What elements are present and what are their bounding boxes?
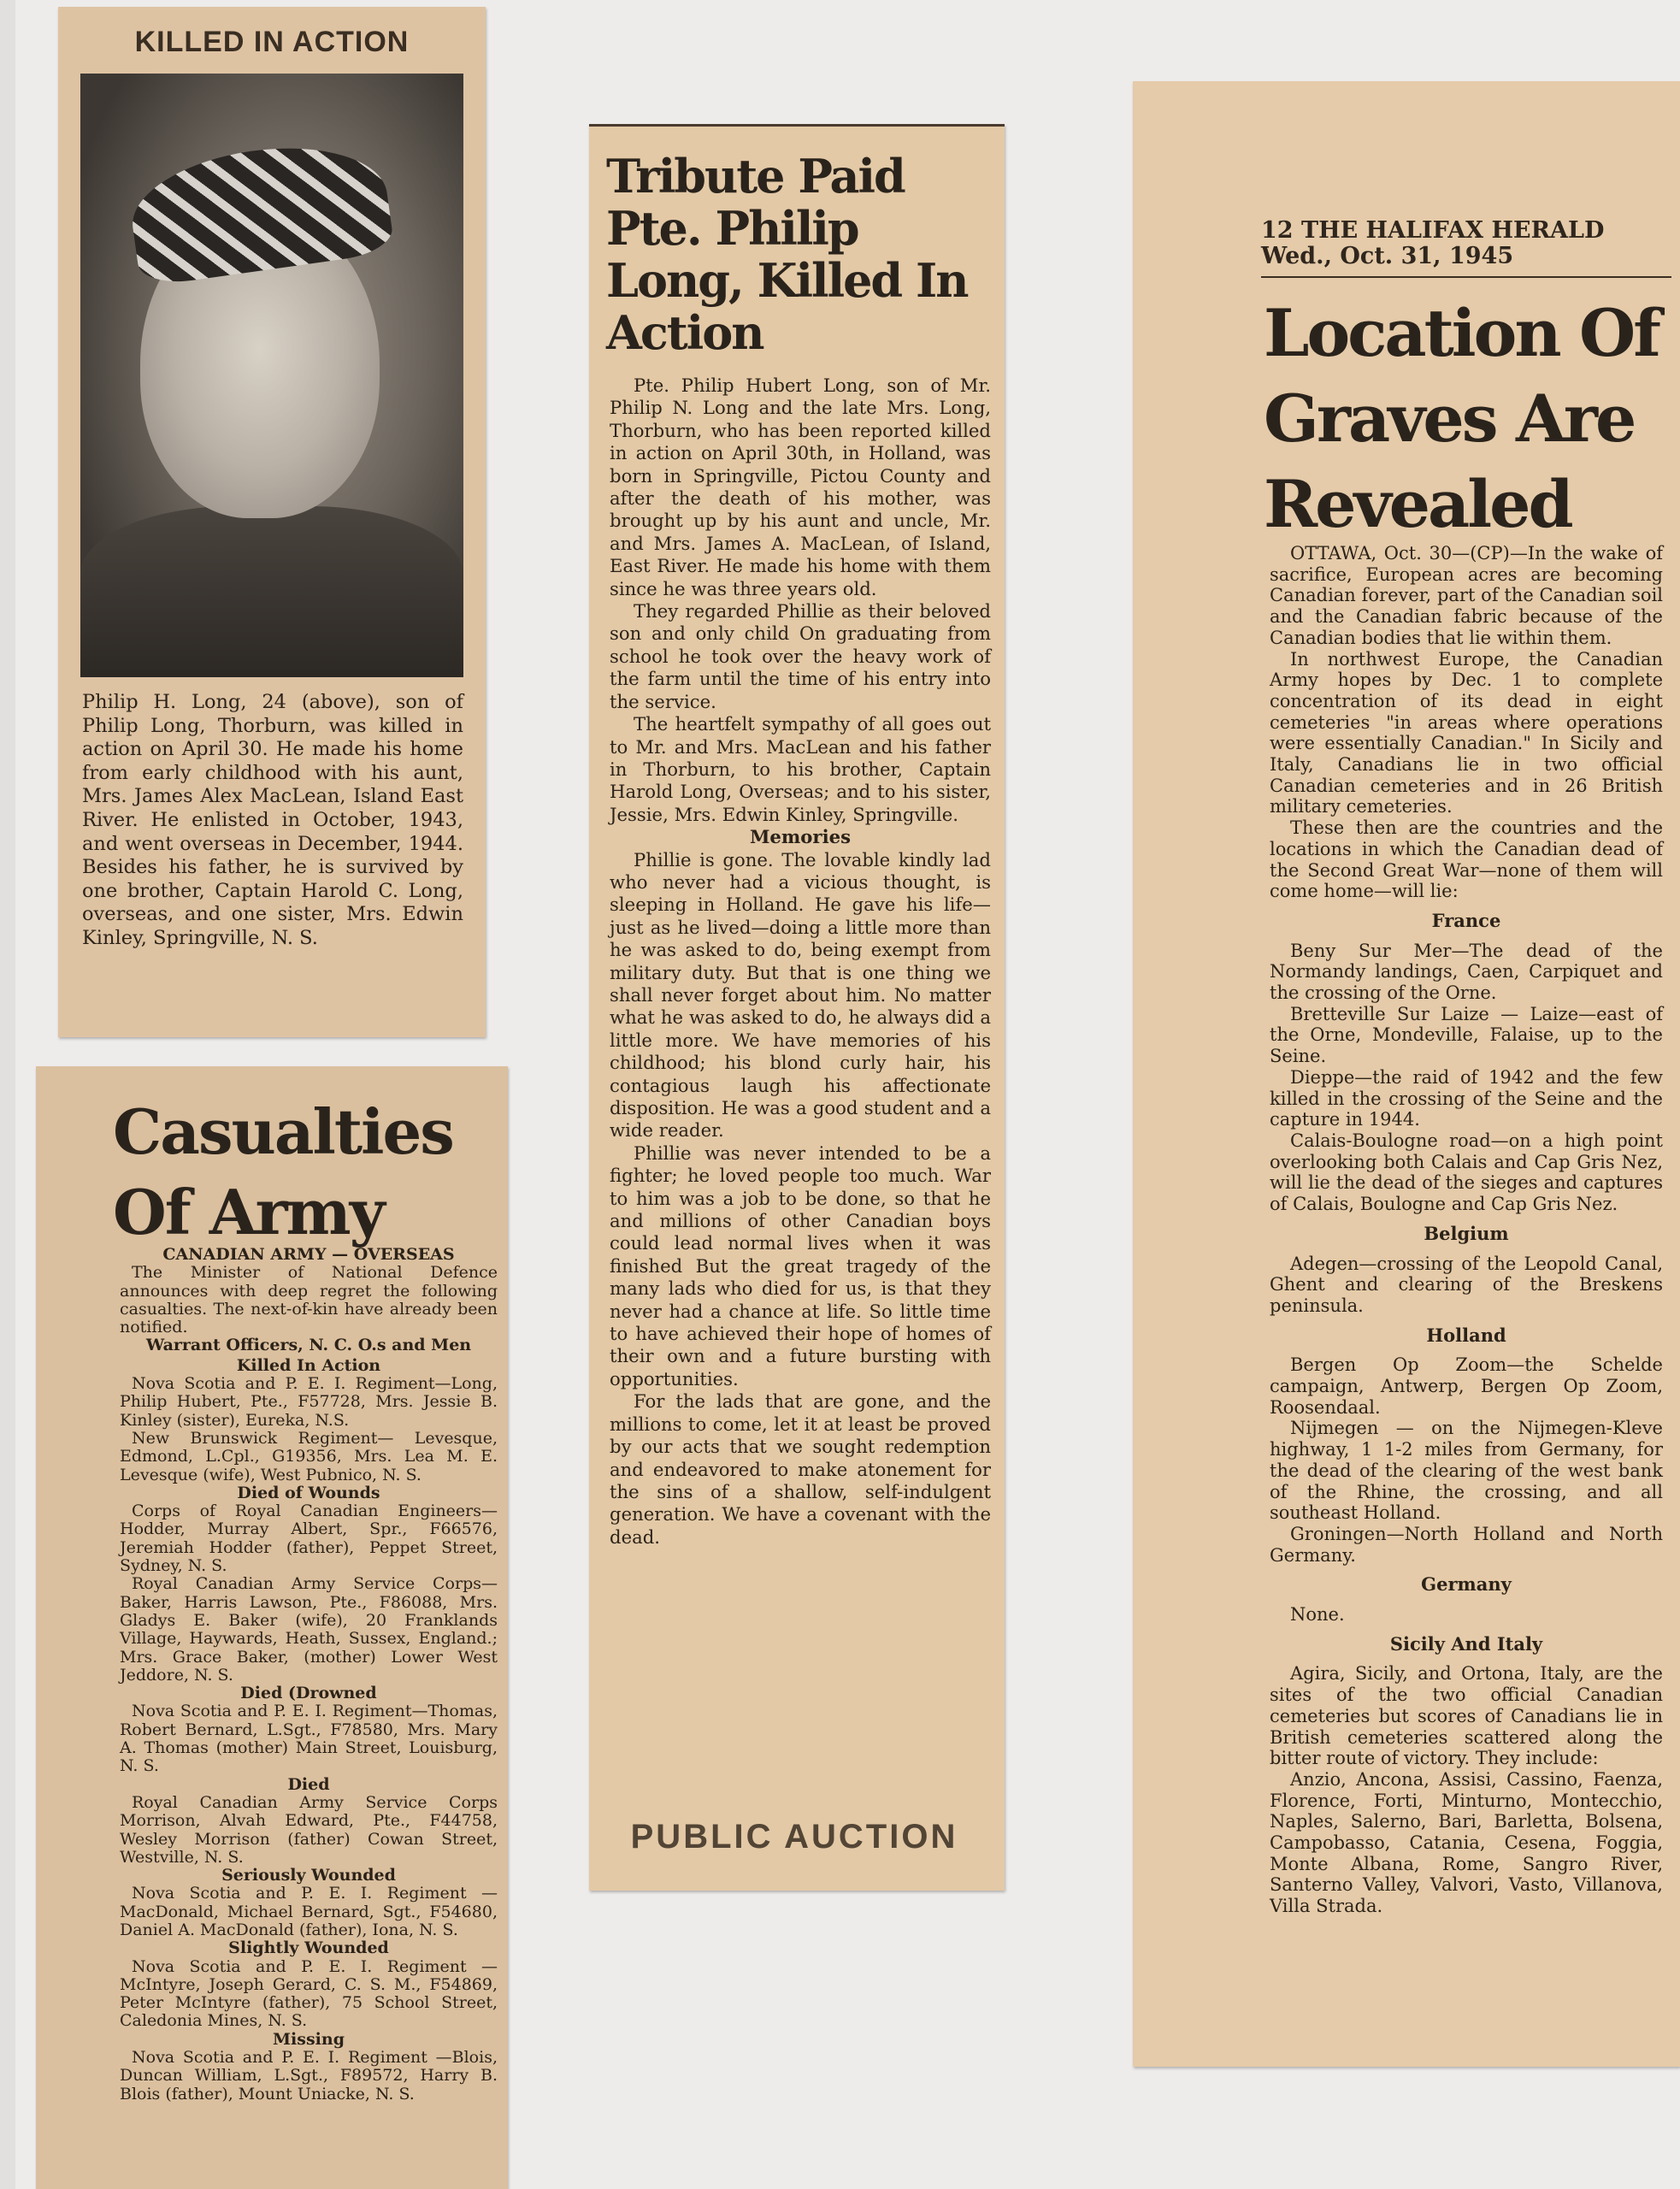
clip2-casualty-entry: Royal Canadian Army Service Corps—Baker, Harris Lawson, Pte., F86088, Mrs. Gladys E. Baker (wife), 20 Franklands Village, Haywards, Heath, Sussex, England.; Mrs. Grace Baker, (mother) Lower West Jeddore, N. S. <box>120 1574 498 1685</box>
clip3-paragraph: Pte. Philip Hubert Long, son of Mr. Philip N. Long and the late Mrs. Long, Thorburn, who has been reported killed in action on April 30th, in Holland, was born in Springville, Pictou County and after the death of his mother, was brought up by his aunt and uncle, Mr. and Mrs. James A. MacLean, of Island, East River. He made his home with them since he was three years old. <box>610 375 991 599</box>
clip4-masthead-paper: 12 THE HALIFAX HERALD <box>1261 217 1605 244</box>
clip4-paragraph: OTTAWA, Oct. 30—(CP)—In the wake of sacrifice, European acres are becoming Canadian forever, part of the Canadian soil and the Canadian fabric because of the Canadian bodies that lie within them. <box>1270 543 1663 648</box>
clip2-section: CANADIAN ARMY — OVERSEAS <box>162 1245 455 1264</box>
clip4-paragraph: In northwest Europe, the Canadian Army hopes by Dec. 1 to complete concentration of its dead in eight cemeteries "in areas where operations were essentially Canadian." In Sicily and Italy, Canadians lie in two official Canadian cemeteries and in 26 British military cemeteries. <box>1270 648 1663 817</box>
photo-glengarry-cap <box>125 133 396 287</box>
clip3-headline: Tribute Paid Pte. Philip Long, Killed In Action <box>606 149 968 360</box>
clip2-group-heading: Died (Drowned <box>240 1684 377 1703</box>
clip3-paragraph: Phillie is gone. The lovable kindly lad who never had a vicious thought, is sleeping in Holland. He gave his life—just as he lived—doing a little more than he was asked to do, being exempt from military duty. But that is one thing we shall never forget about him. No matter what he was asked to do, he always did a little more. We have memories of his childhood; his blond curly hair, his contagious laugh his affectionate disposition. He was a good student and a wide reader. <box>610 848 991 1142</box>
clip2-group-heading: Slightly Wounded <box>228 1938 389 1958</box>
clip2-intro: The Minister of National Defence announces with deep regret the following casualties. The next-of-kin have already been notified. <box>120 1263 498 1337</box>
clip2-headline <box>113 1092 489 1253</box>
clip4-cemetery-paragraph: Dieppe—the raid of 1942 and the few killed in the crossing of the Seine and the capture in 1944. <box>1270 1066 1663 1130</box>
photo-shoulders <box>80 506 463 677</box>
clipping-casualties-of-army <box>36 1066 508 2189</box>
clip4-country-heading: France <box>1431 909 1501 931</box>
clip2-group-heading: Killed In Action <box>236 1355 381 1375</box>
clip2-casualty-entry: Nova Scotia and P. E. I. Regiment—Long, Philip Hubert, Pte., F57728, Mrs. Jessie B. Kinley (sister), Eureka, N.S. <box>120 1374 498 1430</box>
clip3-paragraph: For the lads that are gone, and the millions to come, let it at least be proved by our acts that we sought redemption and endeavored to make atonement for the sins of a shallow, self-indulgent generation. We have a covenant with the dead. <box>610 1390 991 1548</box>
clip3-body <box>610 375 991 1549</box>
clip4-cemetery-paragraph: Calais-Boulogne road—on a high point overlooking both Calais and Cap Gris Nez, will lie the dead of the sieges and captures of Calais, Boulogne and Cap Gris Nez. <box>1270 1130 1663 1215</box>
clipping-location-of-graves <box>1133 81 1680 2067</box>
clip4-cemetery-paragraph: Bergen Op Zoom—the Schelde campaign, Antwerp, Bergen Op Zoom, Roosendaal. <box>1270 1354 1663 1418</box>
clip2-group-heading: Missing <box>273 2029 345 2049</box>
clip2-headline-line2: Of Army <box>113 1176 384 1248</box>
clip2-casualty-entry: Corps of Royal Canadian Engineers—Hodder, Murray Albert, Spr., F66576, Jeremiah Hodder (father), Peppet Street, Sydney, N. S. <box>120 1502 498 1576</box>
clip3-paragraph: Phillie was never intended to be a fighter; he loved people too much. War to him was a job to be done, so that he and millions of other Canadian boys could lead normal lives when it was finished But the great tragedy of the many lads who died for us, is that they never had a chance at life. So little time to have achieved their hope of homes of their own and a future bursting with opportunities. <box>610 1142 991 1390</box>
page-edge <box>0 0 15 2189</box>
clip3-paragraph: They regarded Phillie as their beloved son and only child On graduating from school he took over the heavy work of the farm until the time of his entry into the service. <box>610 600 991 712</box>
clip2-casualty-entry: New Brunswick Regiment— Levesque, Edmond, L.Cpl., G19356, Mrs. Lea M. E. Levesque (wife), West Pubnico, N. S. <box>120 1428 498 1484</box>
clip4-headline: Location Of Graves Are Revealed <box>1264 295 1659 542</box>
clip4-body <box>1270 543 1663 1917</box>
clip4-cemetery-paragraph: Bretteville Sur Laize — Laize—east of the Orne, Mondeville, Falaise, up to the Seine. <box>1270 1003 1663 1067</box>
clip4-paragraph: These then are the countries and the locations in which the Canadian dead of the Second Great War—none of them will come home—will lie: <box>1270 817 1663 902</box>
clip4-country-heading: Belgium <box>1424 1222 1509 1244</box>
clip4-cemetery-paragraph: Nijmegen — on the Nijmegen-Kleve highway, 1 1-2 miles from Germany, for the dead of the clearing of the west bank of the Rhine, the crossing, and all southeast Holland. <box>1270 1418 1663 1524</box>
clip4-country-heading: Sicily And Italy <box>1389 1632 1543 1655</box>
clip4-country-heading: Germany <box>1421 1573 1512 1596</box>
clip2-casualty-entry: Nova Scotia and P. E. I. Regiment —MacDonald, Michael Bernard, Sgt., F54680, Daniel A. MacDonald (father), Iona, N. S. <box>120 1884 498 1939</box>
clip2-casualty-entry: Nova Scotia and P. E. I. Regiment —McIntyre, Joseph Gerard, C. S. M., F54869, Peter McIntyre (father), 75 School Street, Caledonia Mines, N. S. <box>120 1956 498 2031</box>
clip4-masthead-date: Wed., Oct. 31, 1945 <box>1261 243 1514 269</box>
clipping-killed-in-action <box>58 7 486 1037</box>
clip2-groups <box>120 1357 498 2103</box>
clip2-casualty-entry: Nova Scotia and P. E. I. Regiment—Thomas, Robert Bernard, L.Sgt., F78580, Mrs. Mary A. Thomas (mother) Main Street, Louisburg, N. S. <box>120 1702 498 1776</box>
clip3-subhead: Memories <box>749 826 852 848</box>
clip4-cemetery-paragraph: None. <box>1290 1604 1345 1626</box>
clip4-cemetery-paragraph: Anzio, Ancona, Assisi, Cassino, Faenza, Florence, Forti, Minturno, Montecchio, Naples, Salerno, Bari, Barletta, Bolsena, Campobasso, Catania, Cesena, Foggia, Monte Albana, Rome, Sangro River, Santerno Valley, Valvori, Vasto, Villanova, Villa Strada. <box>1270 1768 1663 1917</box>
clip2-group-heading: Seriously Wounded <box>221 1866 396 1885</box>
clip4-cemetery-paragraph: Beny Sur Mer—The dead of the Normandy landings, Caen, Carpiquet and the crossing of the Orne. <box>1270 940 1663 1004</box>
clip2-category-heading: Warrant Officers, N. C. O.s and Men <box>145 1336 472 1355</box>
clip4-country-heading: Holland <box>1426 1324 1506 1346</box>
clip2-body <box>120 1246 498 2103</box>
soldier-portrait-photo <box>80 74 463 677</box>
clip2-casualty-entry: Royal Canadian Army Service Corps Morrison, Alvah Edward, Pte., F44758, Wesley Morrison (father) Cowan Street, Westville, N. S. <box>120 1792 498 1867</box>
clip4-cemetery-paragraph: Groningen—North Holland and North Germany. <box>1270 1523 1663 1566</box>
clip3-paragraph: The heartfelt sympathy of all goes out to Mr. and Mrs. MacLean and his father in Thorburn, to his brother, Captain Harold Long, Overseas; and to his sister, Jessie, Mrs. Edwin Kinley, Springville. <box>610 713 991 825</box>
clip2-casualty-entry: Nova Scotia and P. E. I. Regiment —Blois, Duncan William, L.Sgt., F89572, Harry B. Blois (father), Mount Uniacke, N. S. <box>120 2048 498 2103</box>
clip3-footer-auction: PUBLIC AUCTION <box>630 1818 958 1856</box>
clip4-cemetery-paragraph: Agira, Sicily, and Ortona, Italy, are the sites of the two official Canadian cemeteries but scores of Canadians lie in British cemeteries scattered along the bitter route of victory. They include: <box>1270 1663 1663 1769</box>
clip4-sections <box>1270 911 1663 1917</box>
clipping-tribute-paid <box>589 124 1005 1891</box>
clip1-headline: KILLED IN ACTION <box>134 26 410 58</box>
clip2-headline-line1: Casualties <box>113 1095 453 1168</box>
clip4-masthead <box>1261 218 1671 278</box>
clip2-group-heading: Died <box>287 1774 330 1794</box>
clip2-group-heading: Died of Wounds <box>237 1483 380 1502</box>
clip4-cemetery-paragraph: Adegen—crossing of the Leopold Canal, Ghent and clearing of the Breskens peninsula. <box>1270 1253 1663 1316</box>
clip1-caption: Philip H. Long, 24 (above), son of Philip Long, Thorburn, was killed in action on April 30. He made his home from early childhood with his aunt, Mrs. James Alex MacLean, Island East River. He enlisted in October, 1943, and went overseas in December, 1944. Besides his father, he is survived by one brother, Captain Harold C. Long, overseas, and one sister, Mrs. Edwin Kinley, Springville, N. S. <box>82 691 463 949</box>
